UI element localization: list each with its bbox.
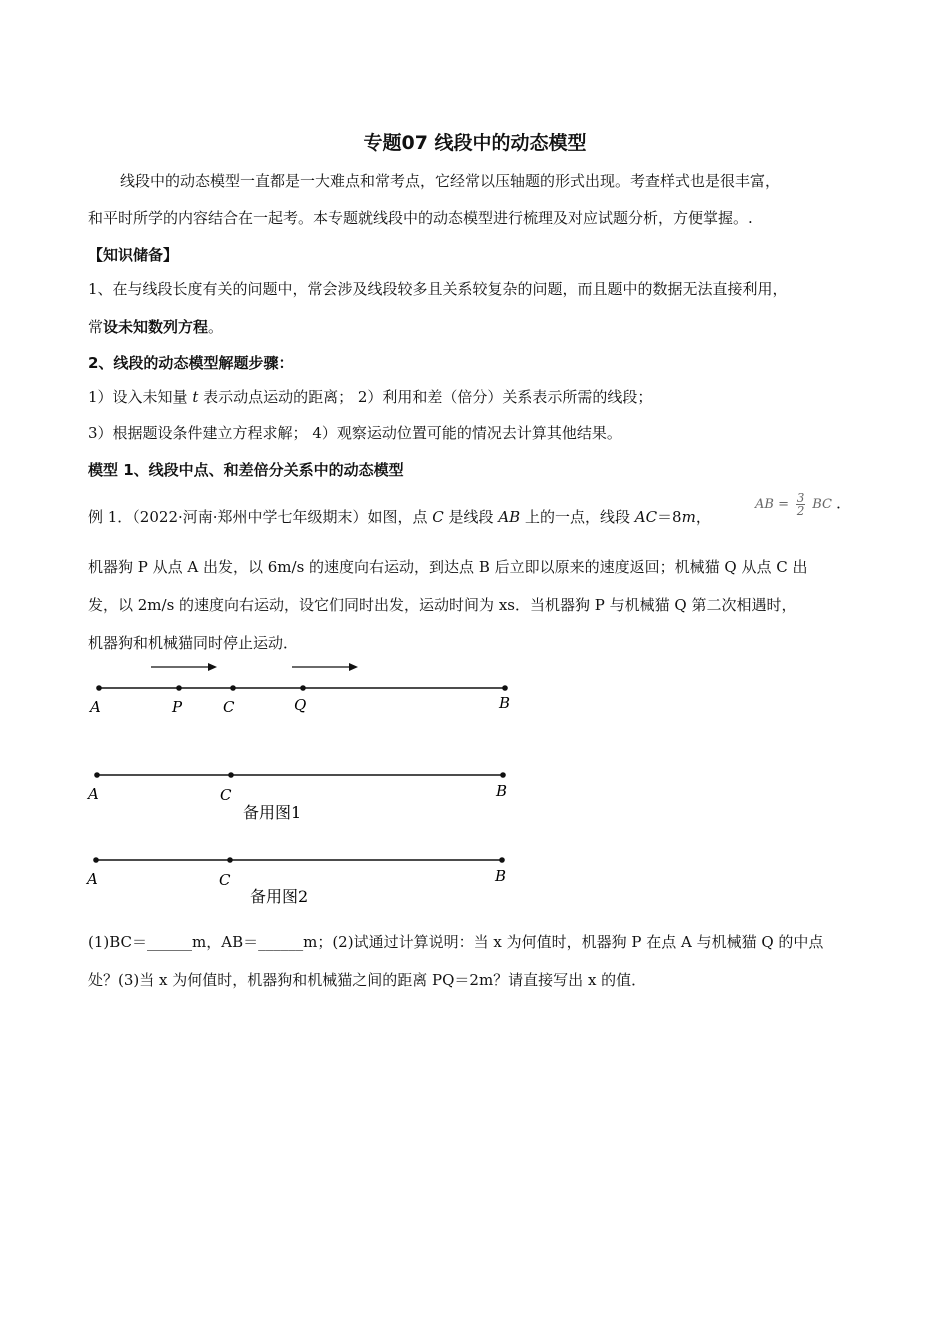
arrow-q-head (349, 663, 358, 671)
point-a (96, 685, 102, 691)
formula-end: ． (836, 494, 852, 512)
point-p (176, 685, 182, 691)
fraction-denominator: 2 (796, 504, 805, 518)
label-p: P (172, 698, 183, 716)
label-c: C (219, 871, 231, 889)
example-text-b: 是线段 (443, 508, 499, 526)
figure-main (80, 655, 520, 725)
label-a: A (88, 785, 99, 803)
example-text-f: ， (695, 508, 711, 526)
example-line-1 (88, 506, 711, 528)
point-c (228, 772, 234, 778)
point-c (230, 685, 236, 691)
knowledge-1-prefix: 常 (88, 318, 104, 336)
question-line-1: (1)BC＝______m，AB＝______m；(2)试通过计算说明：当 x 为何值时，机器狗 P 在点 A 与机械猫 Q 的中点 (88, 933, 824, 951)
knowledge-1-line-1: 1、在与线段长度有关的问题中，常会涉及线段较多且关系较复杂的问题，而且题中的数据无法直接利用， (88, 280, 788, 298)
label-b: B (496, 782, 508, 800)
caption: 备用图2 (250, 887, 309, 906)
step1-variable: t (192, 388, 199, 406)
label-a: A (90, 698, 101, 716)
example-line-2: 机器狗 P 从点 A 出发，以 6m/s 的速度向右运动，到达点 B 后立即以原来的速度返回；机械猫 Q 从点 C 出 (88, 558, 808, 576)
example-text-e: ＝8 (657, 508, 682, 526)
step1-text-a: 1）设入未知量 (88, 388, 193, 406)
point-a (94, 772, 100, 778)
knowledge-2-header: 2、线段的动态模型解题步骤： (88, 354, 294, 372)
formula-right: BC (812, 497, 832, 512)
caption: 备用图1 (243, 803, 302, 822)
figure-alt-1 (80, 762, 520, 828)
step-line-2: 3）根据题设条件建立方程求解； 4）观察运动位置可能的情况去计算其他结果。 (88, 424, 622, 442)
example-text-d: 上的一点，线段 (520, 508, 635, 526)
step1-text-b: 表示动点运动的距离； 2）利用和差（倍分）关系表示所需的线段； (198, 388, 653, 406)
point-b (499, 857, 505, 863)
figure-alt-2 (80, 847, 520, 913)
example-text-a: 例 1．（2022·河南·郑州中学七年级期末）如图，点 (88, 508, 433, 526)
knowledge-1-suffix: 。 (208, 318, 224, 336)
example-segment-ac: AC (634, 508, 658, 526)
point-a (93, 857, 99, 863)
step-line-1 (88, 386, 652, 408)
arrow-p-head (208, 663, 217, 671)
page-title: 专题07 线段中的动态模型 (363, 132, 587, 154)
example-line-4: 机器狗和机械猫同时停止运动． (88, 634, 299, 652)
label-b: B (495, 867, 507, 885)
model1-header: 模型 1、线段中点、和差倍分关系中的动态模型 (88, 461, 404, 479)
formula-left: AB = (755, 497, 789, 512)
formula-fraction (796, 492, 805, 517)
label-c: C (220, 786, 232, 804)
knowledge-1-line-2 (88, 316, 223, 338)
example-segment-ab: AB (498, 508, 521, 526)
point-b (500, 772, 506, 778)
example-unit-m: m (681, 508, 696, 526)
example-line-3: 发，以 2m/s 的速度向右运动，设它们同时出发，运动时间为 xs．当机器狗 P 与机械猫 Q 第二次相遇时， (88, 596, 797, 614)
label-b: B (499, 694, 511, 712)
intro-line-2: 和平时所学的内容结合在一起考。本专题就线段中的动态模型进行梳理及对应试题分析，方便掌握。. (88, 209, 753, 227)
example-point-c: C (432, 508, 444, 526)
label-c: C (223, 698, 235, 716)
example-formula (755, 492, 851, 517)
fraction-numerator: 3 (796, 491, 805, 505)
question-line-2: 处？(3)当 x 为何值时，机器狗和机械猫之间的距离 PQ＝2m？请直接写出 x 的值． (88, 971, 647, 989)
point-b (502, 685, 508, 691)
knowledge-header: 【知识储备】 (88, 246, 179, 264)
knowledge-1-emphasis: 设未知数列方程 (103, 318, 209, 336)
label-a: A (87, 870, 98, 888)
point-c (227, 857, 233, 863)
intro-line-1: 线段中的动态模型一直都是一大难点和常考点，它经常以压轴题的形式出现。考查样式也是很丰富， (120, 172, 781, 190)
point-q (300, 685, 306, 691)
label-q: Q (294, 696, 307, 714)
